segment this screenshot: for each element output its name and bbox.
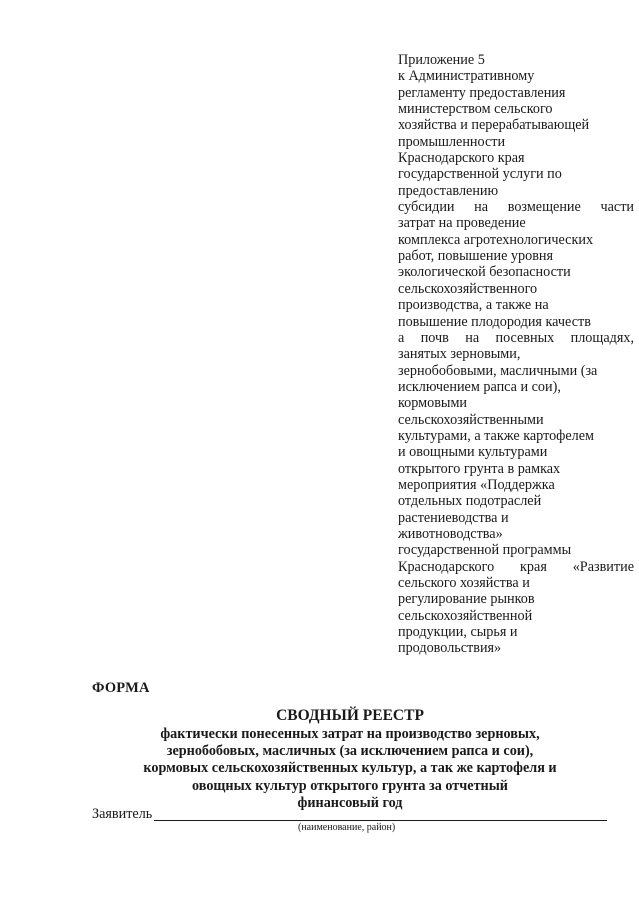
document-heading [60, 706, 639, 812]
appendix-line: регулирование рынков [398, 591, 535, 608]
appendix-line: культурами, а также картофелем [398, 427, 595, 444]
form-label: ФОРМА [92, 680, 150, 696]
appendix-block [398, 52, 634, 657]
appendix-line: мероприятия «Поддержка [398, 476, 555, 493]
appendix-line: министерством сельского [398, 101, 553, 118]
appendix-line: предоставлению [398, 182, 499, 199]
appendix-line: Приложение 5 [398, 52, 485, 68]
applicant-underline [154, 820, 607, 821]
appendix-line: зернобобовыми, масличными (за [398, 362, 598, 379]
appendix-line: растениеводства и [398, 509, 509, 526]
appendix-line: сельскохозяйственными [398, 411, 544, 428]
appendix-line: экологической безопасности [398, 264, 571, 281]
heading-line: финансовый год [297, 794, 403, 811]
appendix-line: сельскохозяйственной [398, 607, 533, 624]
appendix-line: сельскохозяйственного [398, 280, 538, 297]
appendix-line: открытого грунта в рамках [398, 460, 561, 477]
appendix-line: Краснодарского края [398, 150, 525, 167]
appendix-line: а почв на посевных площадях, [398, 329, 634, 346]
appendix-line: продовольствия» [398, 640, 502, 657]
appendix-line: комплекса агротехнологических [398, 231, 594, 248]
appendix-line: кормовыми [398, 395, 468, 412]
heading-line: фактически понесенных затрат на производство зерновых, [160, 726, 540, 742]
appendix-line: государственной услуги по [398, 166, 562, 183]
appendix-line: Краснодарского края «Развитие [398, 558, 634, 575]
applicant-label: Заявитель [92, 806, 153, 822]
appendix-line: хозяйства и перерабатывающей [398, 117, 590, 134]
appendix-line: сельского хозяйства и [398, 575, 530, 591]
document-title: СВОДНЫЙ РЕЕСТР [276, 707, 424, 724]
appendix-line: продукции, сырья и [398, 624, 518, 641]
appendix-line: занятых зерновыми, [398, 346, 521, 363]
appendix-line: промышленности [398, 133, 506, 150]
appendix-line: субсидии на возмещение части [398, 199, 634, 216]
appendix-line: производства, а также на [398, 297, 549, 314]
applicant-hint: (наименование, район) [298, 822, 396, 833]
appendix-line: и овощными культурами [398, 444, 548, 461]
appendix-line: затрат на проведение [398, 215, 526, 232]
heading-line: зернобобовых, масличных (за исключением рапса и сои), [166, 743, 534, 760]
appendix-line: отдельных подотраслей [398, 493, 542, 510]
appendix-line: государственной программы [398, 542, 572, 559]
heading-line: овощных культур открытого грунта за отчетный [192, 777, 508, 794]
appendix-line: исключением рапса и сои), [398, 378, 561, 395]
appendix-line: регламенту предоставления [398, 84, 566, 101]
heading-line: кормовых сельскохозяйственных культур, а так же картофеля и [143, 760, 557, 777]
appendix-line: повышение плодородия качеств [398, 313, 591, 330]
appendix-line: животноводства» [398, 525, 503, 542]
appendix-line: к Административному [398, 68, 535, 85]
appendix-line: работ, повышение уровня [398, 248, 554, 265]
